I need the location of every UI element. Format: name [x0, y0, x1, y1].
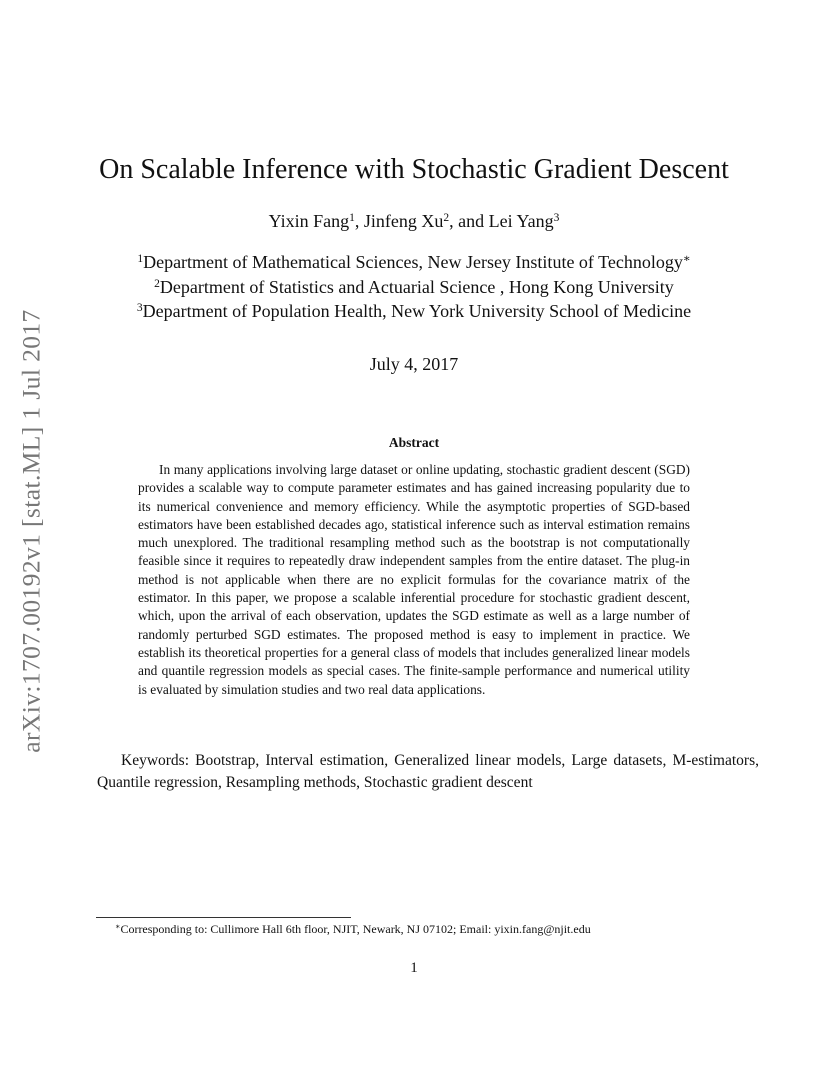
affiliation-line [0, 299, 828, 324]
affiliation-line [0, 275, 828, 300]
footnote-mark: ∗ [115, 922, 121, 931]
affiliation-mark: 3 [136, 302, 143, 314]
affiliation-mark: 2 [154, 277, 160, 290]
affiliation-text: Department of Mathematical Sciences, New Jersey Institute of Technology [143, 252, 683, 272]
keywords-paragraph: Keywords: Bootstrap, Interval estimation, Generalized linear models, Large datasets, M-estimators, Quantile regression, Resampling methods, Stochastic gradient descent [97, 752, 759, 791]
affiliation-list [0, 250, 828, 324]
paper-date: July 4, 2017 [369, 354, 459, 374]
abstract-heading: Abstract [388, 435, 440, 450]
affiliation-line [0, 250, 828, 275]
abstract-text: In many applications involving large dataset or online updating, stochastic gradient descent (SGD) provides a scalable way to compute parameter estimates and has gained increasing popularity due to its numerical convenience and memory efficiency. While the asymptotic properties of SGD-based estimators have been established decades ago, statistical inference such as interval estimation remains much unexplored. The traditional resampling method such as the bootstrap is not computationally feasible since it requires to repeatedly draw independent samples from the entire dataset. The plug-in method is not applicable when there are no explicit formulas for the covariance matrix of the estimator. In this paper, we propose a scalable inferential procedure for stochastic gradient descent, which, upon the arrival of each observation, updates the SGD estimate as well as a large number of randomly perturbed SGD estimates. The proposed method is easy to implement in practice. We establish its theoretical properties for a general class of models that includes generalized linear models and quantile regression models as special cases. The finite-sample performance and numerical utility is evaluated by simulation studies and two real data applications. [138, 462, 690, 697]
arxiv-identifier: arXiv:1707.00192v1 [stat.ML] 1 Jul 2017 [17, 309, 46, 753]
footnote-divider [96, 917, 351, 918]
author-affiliation-mark: 3 [553, 212, 560, 224]
author-name: Yixin Fang [268, 211, 350, 231]
author-affiliation-mark: 2 [443, 212, 450, 224]
author-name: Lei Yang [488, 211, 554, 231]
page-number: 1 [410, 960, 418, 976]
author-name: Jinfeng Xu [363, 211, 444, 231]
footnote [115, 920, 715, 938]
footnote-reference-mark: ∗ [682, 253, 691, 265]
author-separator: , [354, 211, 364, 231]
footnote-text: Corresponding to: Cullimore Hall 6th floor, NJIT, Newark, NJ 07102; Email: yixin.fang@njit.edu [120, 922, 591, 936]
author-list [0, 208, 828, 234]
author-separator: , and [449, 211, 489, 231]
paper-title: On Scalable Inference with Stochastic Gradient Descent [99, 154, 729, 185]
affiliation-mark: 1 [137, 253, 144, 265]
affiliation-text: Department of Population Health, New York University School of Medicine [142, 301, 692, 321]
author-affiliation-mark: 1 [349, 212, 355, 224]
affiliation-text: Department of Statistics and Actuarial Science , Hong Kong University [159, 276, 674, 297]
